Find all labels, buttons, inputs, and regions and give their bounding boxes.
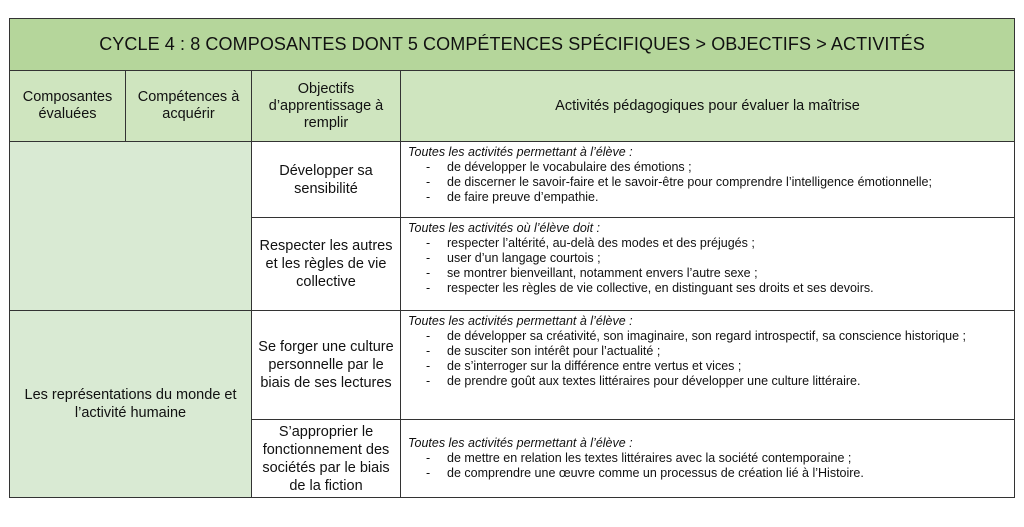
header-competences: Compétences à acquérir (126, 71, 252, 142)
header-row (10, 71, 1015, 142)
title-row (10, 19, 1015, 71)
objectif-cell: Respecter les autres et les règles de vie collective (252, 218, 401, 311)
table-title: CYCLE 4 : 8 COMPOSANTES DONT 5 COMPÉTENCES SPÉCIFIQUES > OBJECTIFS > ACTIVITÉS (10, 19, 1015, 71)
activites-cell (401, 142, 1015, 218)
table-row (10, 311, 1015, 420)
composante-cell (10, 142, 252, 311)
activites-intro: Toutes les activités permettant à l’élève : (408, 314, 633, 328)
list-item: - de s’interroger sur la différence entre vertus et vices ; (408, 359, 1006, 374)
activites-intro: Toutes les activités permettant à l’élève : (408, 436, 633, 450)
activites-list (408, 329, 1006, 389)
list-item: - de mettre en relation les textes littéraires avec la société contemporaine ; (408, 451, 1006, 466)
list-item: - de prendre goût aux textes littéraires pour développer une culture littéraire. (408, 374, 1006, 389)
objectif-cell: Se forger une culture personnelle par le biais de ses lectures (252, 311, 401, 420)
activites-cell (401, 420, 1015, 498)
activites-list (408, 236, 1006, 296)
header-composantes: Composantes évaluées (10, 71, 126, 142)
list-item: - de comprendre une œuvre comme un processus de création lié à l’Histoire. (408, 466, 1006, 481)
list-item: - respecter les règles de vie collective, en distinguant ses droits et ses devoirs. (408, 281, 1006, 296)
list-item: - de développer le vocabulaire des émotions ; (408, 160, 1006, 175)
activites-list (408, 451, 1006, 481)
header-objectifs: Objectifs d’apprentissage à remplir (252, 71, 401, 142)
list-item: - de discerner le savoir-faire et le savoir-être pour comprendre l’intelligence émotionnelle; (408, 175, 1006, 190)
activites-intro: Toutes les activités permettant à l’élève : (408, 145, 633, 159)
activites-cell (401, 218, 1015, 311)
list-item: - user d’un langage courtois ; (408, 251, 1006, 266)
activites-intro: Toutes les activités où l’élève doit : (408, 221, 601, 235)
competences-table (9, 18, 1015, 498)
competences-table-wrapper (9, 18, 1014, 498)
table-row (10, 142, 1015, 218)
objectif-cell: Développer sa sensibilité (252, 142, 401, 218)
activites-cell (401, 311, 1015, 420)
list-item: - se montrer bienveillant, notamment envers l’autre sexe ; (408, 266, 1006, 281)
list-item: - de susciter son intérêt pour l’actualité ; (408, 344, 1006, 359)
list-item: - de développer sa créativité, son imaginaire, son regard introspectif, sa conscience historique ; (408, 329, 1006, 344)
header-activites: Activités pédagogiques pour évaluer la maîtrise (401, 71, 1015, 142)
activites-list (408, 160, 1006, 205)
list-item: - de faire preuve d’empathie. (408, 190, 1006, 205)
list-item: - respecter l’altérité, au-delà des modes et des préjugés ; (408, 236, 1006, 251)
composante-cell: Les représentations du monde et l’activité humaine (10, 311, 252, 498)
objectif-cell: S’approprier le fonctionnement des sociétés par le biais de la fiction (252, 420, 401, 498)
